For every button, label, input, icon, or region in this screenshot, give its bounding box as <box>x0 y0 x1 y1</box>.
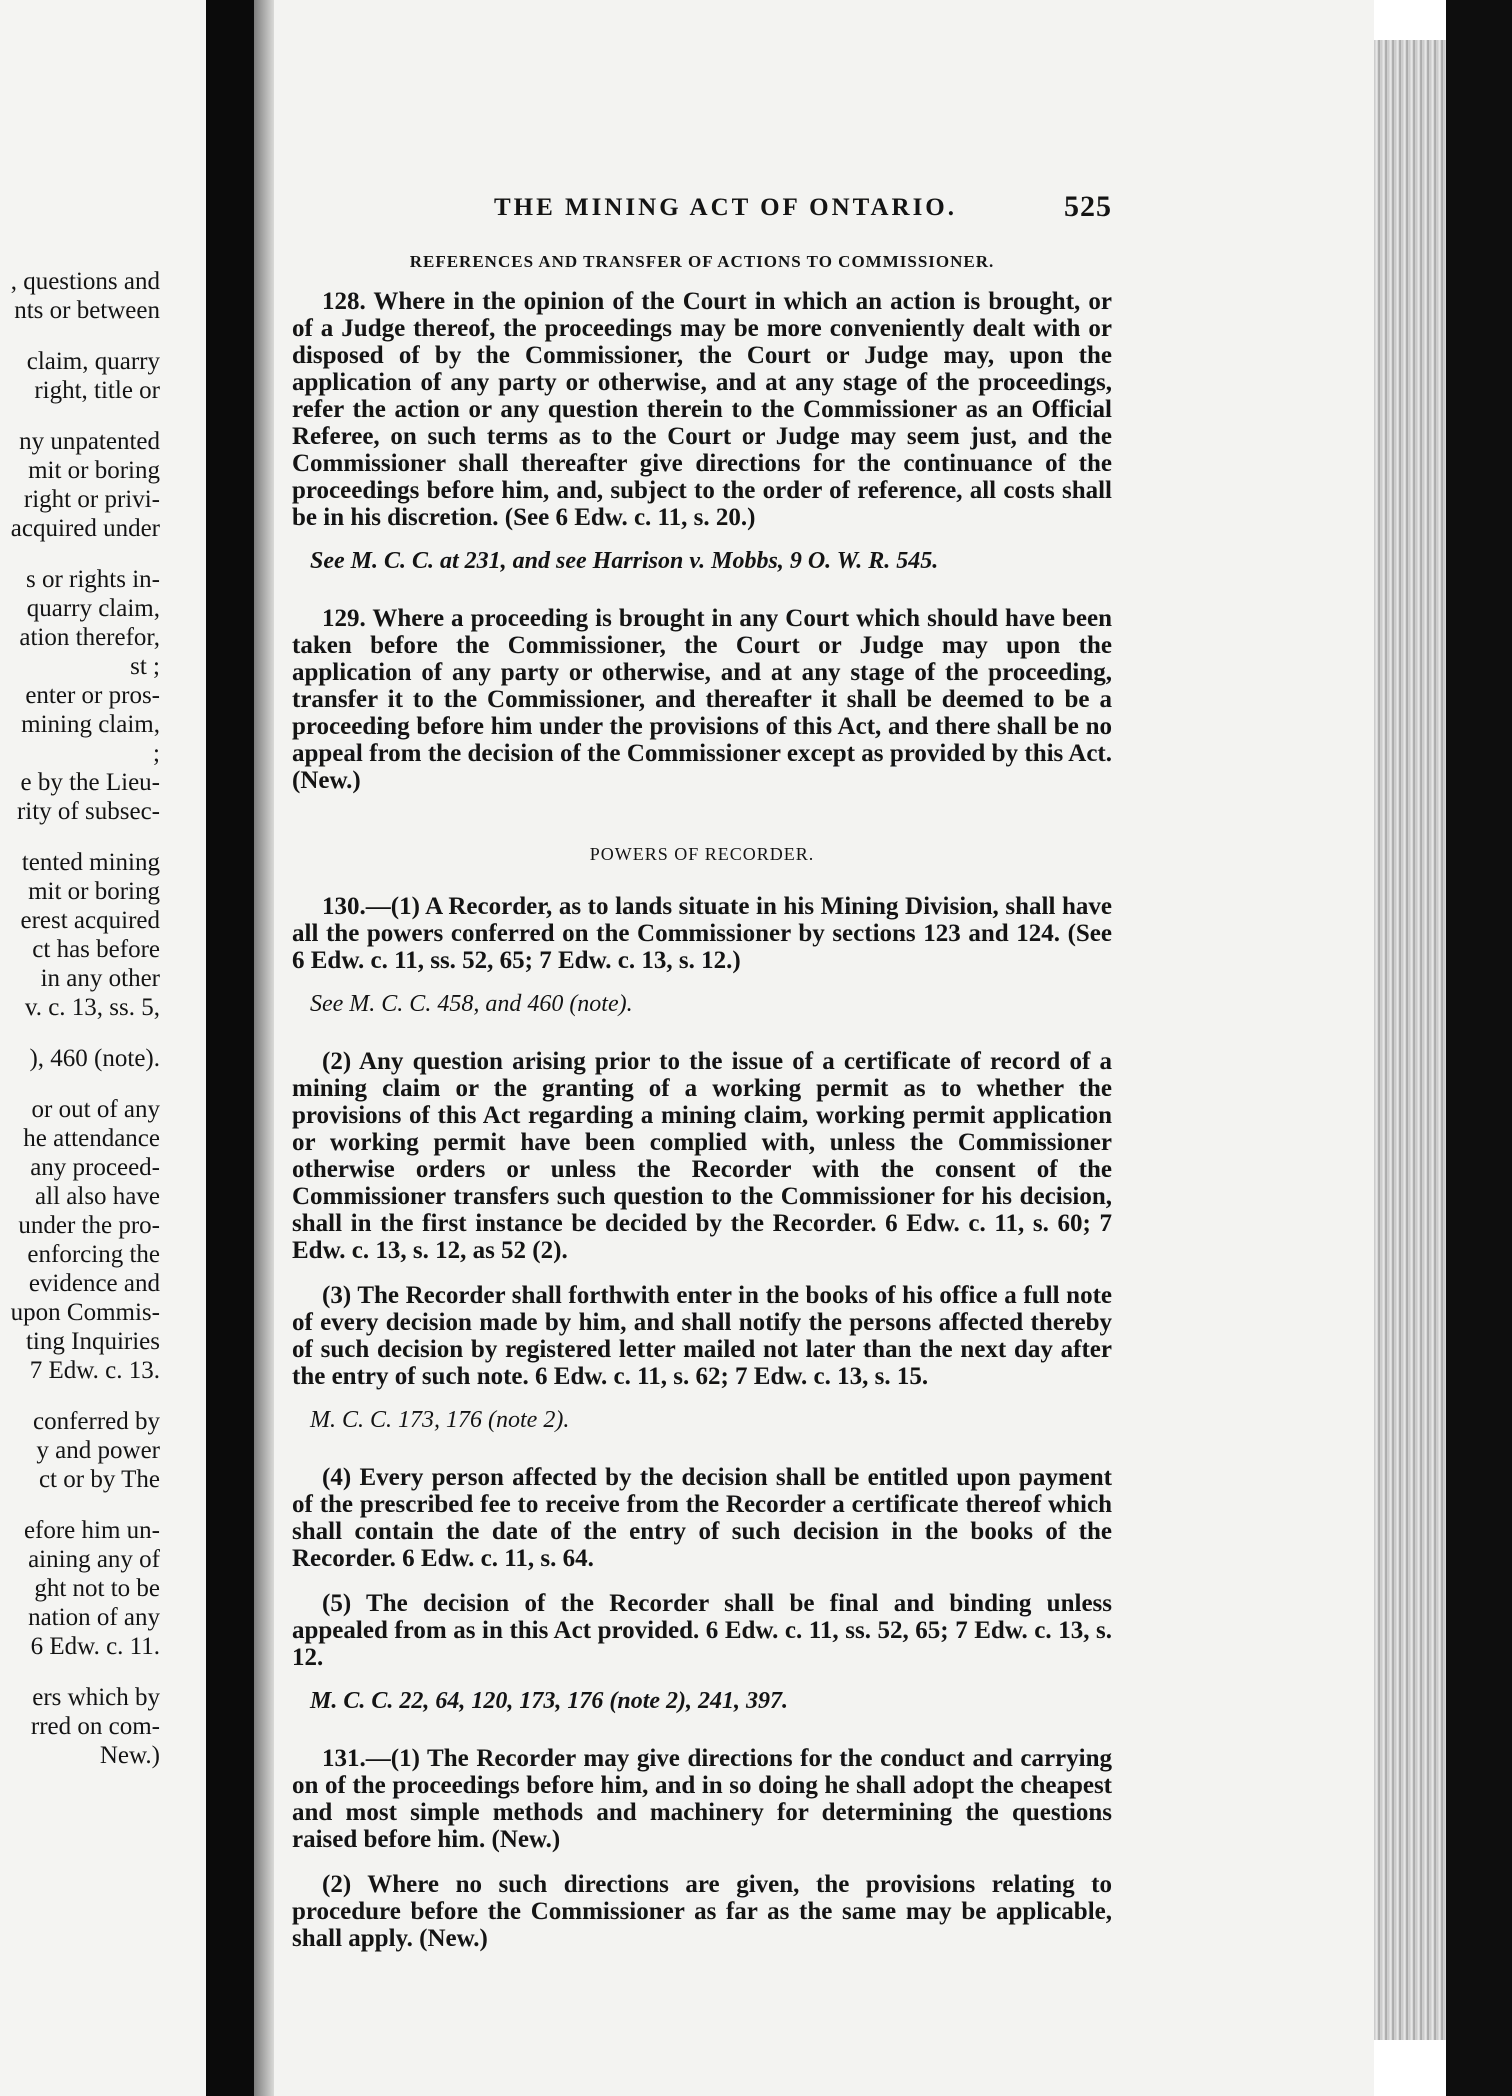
facing-page-line: claim, quarry <box>26 348 160 375</box>
facing-page <box>0 0 210 2096</box>
section-text: Where in the opinion of the Court in which an action is brought, or of a Judge thereof, the proceedings may be more conveniently dealt with or disposed of by the Commissioner, the Court or Judge may, upon the application of any party or otherwise, and at any stage of the proceedings, refer the action or any question therein to the Commissioner as an Official Referee, on such terms as to the Court or Judge may seem just, and the Commissioner shall thereafter give directions for the continuance of the proceedings before him, and, subject to the order of reference, all costs shall be in his discretion. (See 6 Edw. c. 11, s. 20.) <box>292 288 1112 531</box>
section-text: —(1) A Recorder, as to lands situate in his Mining Division, shall have all the powers conferred on the Commissioner by sections 123 and 124. (See 6 Edw. c. 11, ss. 52, 65; 7 Edw. c. 13, s. 12.) <box>292 893 1112 974</box>
facing-page-line: efore him un- <box>23 1517 160 1544</box>
citation-128: See M. C. C. at 231, and see Harrison v. Mobbs, 9 O. W. R. 545. <box>310 548 939 574</box>
facing-page-line: mit or boring <box>28 457 160 484</box>
facing-page-line: in any other <box>40 965 160 992</box>
facing-page-line: ct has before <box>32 936 160 963</box>
facing-page-line: tented mining <box>21 849 160 876</box>
facing-page-line: right, title or <box>34 377 160 404</box>
facing-page-line: ting Inquiries <box>25 1328 160 1355</box>
section-heading-powers: POWERS OF RECORDER. <box>589 844 815 864</box>
facing-page-line: 6 Edw. c. 11. <box>30 1633 160 1660</box>
page-header <box>292 180 1112 230</box>
scan-border <box>1446 0 1512 2096</box>
section-130-1 <box>292 893 1112 974</box>
facing-page-line: st ; <box>130 653 160 680</box>
facing-page-line: upon Commis- <box>10 1299 160 1326</box>
facing-page-line: ; <box>153 740 160 767</box>
facing-page-line: ny unpatented <box>19 428 160 455</box>
facing-page-line: all also have <box>35 1183 160 1210</box>
section-number: 128. <box>322 288 366 315</box>
facing-page-line: ct or by The <box>38 1466 160 1493</box>
facing-page-line: New.) <box>99 1742 160 1769</box>
facing-page-line: nts or between <box>14 297 160 324</box>
facing-page-line: or out of any <box>31 1096 160 1123</box>
gutter-shadow <box>254 0 274 2096</box>
facing-page-line: y and power <box>36 1437 160 1464</box>
page-number: 525 <box>1064 190 1112 223</box>
section-number: 131. <box>322 1745 366 1772</box>
citation-130-1: See M. C. C. 458, and 460 (note). <box>310 991 633 1017</box>
facing-page-line: enter or pros- <box>25 682 160 709</box>
facing-page-line: under the pro- <box>18 1212 160 1239</box>
citation-130-5: M. C. C. 22, 64, 120, 173, 176 (note 2), 241, 397. <box>310 1688 789 1714</box>
facing-page-line: evidence and <box>28 1270 160 1297</box>
facing-page-line: any proceed- <box>30 1154 160 1181</box>
section-129 <box>292 605 1112 794</box>
facing-page-line: quarry claim, <box>26 595 160 622</box>
facing-page-line: ers which by <box>32 1684 160 1711</box>
section-number: 130. <box>322 893 366 920</box>
section-130-4: (4) Every person affected by the decision shall be entitled upon payment of the prescribed fee to receive from the Recorder a certificate thereof which shall contain the date of the entry of such decision in the books of the Recorder. 6 Edw. c. 11, s. 64. <box>292 1464 1112 1572</box>
section-130-3: (3) The Recorder shall forthwith enter in the books of his office a full note of every decision made by him, and shall notify the persons affected thereby of such decision by registered letter mailed not later than the next day after the entry of such note. 6 Edw. c. 11, s. 62; 7 Edw. c. 13, s. 15. <box>292 1282 1112 1390</box>
section-131-1 <box>292 1745 1112 1853</box>
facing-page-line: e by the Lieu- <box>20 769 160 796</box>
section-130-2: (2) Any question arising prior to the issue of a certificate of record of a mining claim or the granting of a working permit as to whether the provisions of this Act regarding a mining claim, working permit application or working permit have been complied with, unless the Commissioner otherwise orders or unless the Recorder with the consent of the Commissioner transfers such question to the Commissioner for his decision, shall in the first instance be decided by the Recorder. 6 Edw. c. 11, s. 60; 7 Edw. c. 13, s. 12, as 52 (2). <box>292 1048 1112 1264</box>
page-edges <box>1374 40 1446 2040</box>
facing-page-line: conferred by <box>32 1408 160 1435</box>
citation-130-3: M. C. C. 173, 176 (note 2). <box>310 1407 570 1433</box>
facing-page-line: rity of subsec- <box>16 798 160 825</box>
facing-page-line: v. c. 13, ss. 5, <box>24 994 160 1021</box>
facing-page-line: ght not to be <box>34 1575 160 1602</box>
running-head: THE MINING ACT OF ONTARIO. <box>494 194 957 221</box>
facing-page-line: erest acquired <box>20 907 160 934</box>
section-text: —(1) The Recorder may give directions for the conduct and carrying on of the proceedings before him, and in so doing he shall adopt the cheapest and most simple methods and machinery for determining the questions raised before him. (New.) <box>292 1745 1112 1853</box>
page-content <box>292 180 1112 1952</box>
facing-page-line: mining claim, <box>21 711 160 738</box>
facing-page-line: rred on com- <box>30 1713 160 1740</box>
facing-page-line: mit or boring <box>28 878 160 905</box>
facing-page-line: , questions and <box>10 268 160 295</box>
section-heading-references: REFERENCES AND TRANSFER OF ACTIONS TO COMMISSIONER. <box>409 252 995 271</box>
facing-page-line: 7 Edw. c. 13. <box>29 1357 160 1384</box>
facing-page-line: enforcing the <box>27 1241 160 1268</box>
section-130-5: (5) The decision of the Recorder shall be final and binding unless appealed from as in this Act provided. 6 Edw. c. 11, ss. 52, 65; 7 Edw. c. 13, s. 12. <box>292 1590 1112 1671</box>
facing-page-line: acquired under <box>10 515 160 542</box>
section-131-2: (2) Where no such directions are given, the provisions relating to procedure before the Commissioner as far as the same may be applicable, shall apply. (New.) <box>292 1871 1112 1952</box>
section-text: Where a proceeding is brought in any Court which should have been taken before the Commissioner, the Court or Judge may upon the application of any party or otherwise, and at any stage of the proceeding, transfer it to the Commissioner, and thereafter it shall be deemed to be a proceeding before him under the provisions of this Act, and there shall be no appeal from the decision of the Commissioner except as provided by this Act. (New.) <box>292 605 1112 794</box>
section-number: 129. <box>322 605 366 632</box>
facing-page-line: he attendance <box>23 1125 160 1152</box>
facing-page-line: nation of any <box>28 1604 160 1631</box>
section-128 <box>292 288 1112 531</box>
facing-page-line: right or privi- <box>23 486 160 513</box>
facing-page-line: ), 460 (note). <box>29 1045 160 1072</box>
facing-page-line: s or rights in- <box>25 566 160 593</box>
facing-page-line: aining any of <box>28 1546 160 1573</box>
book-gutter <box>206 0 254 2096</box>
facing-page-line: ation therefor, <box>19 624 160 651</box>
